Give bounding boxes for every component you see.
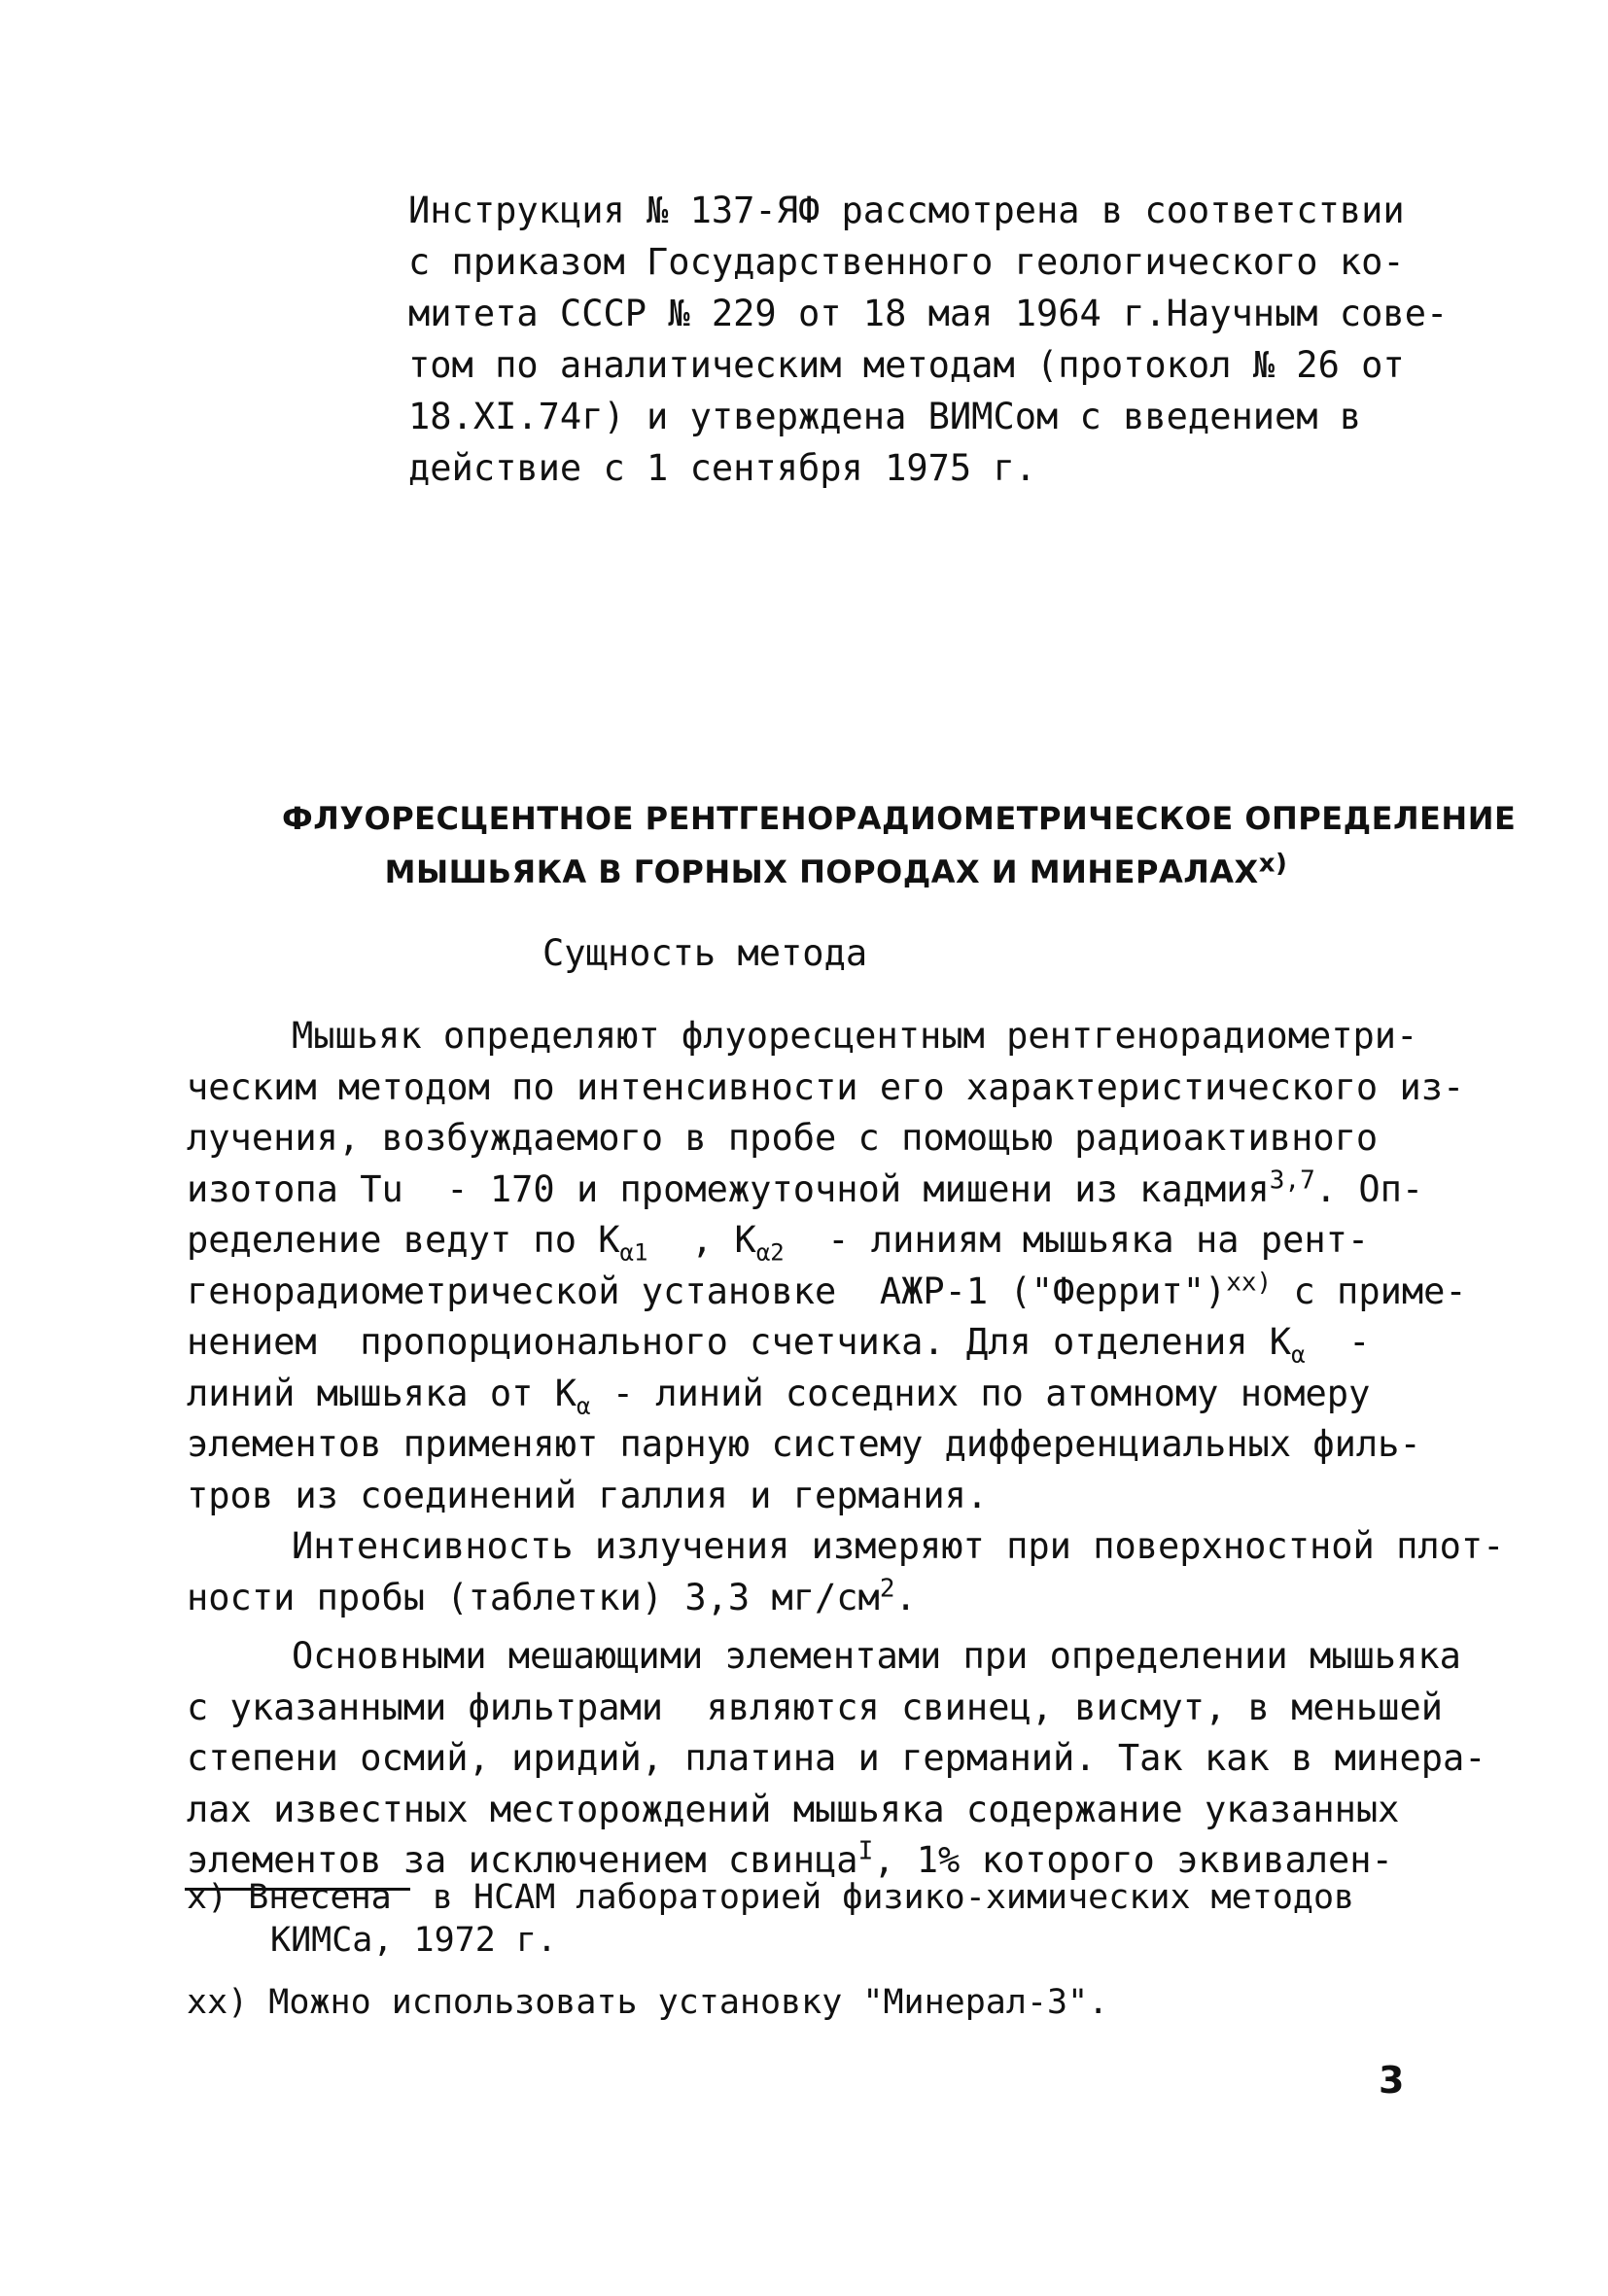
p1-line-8: линий мышьяка от $K_\alpha$ - линий соседних по атомному номеру [187,1372,1371,1419]
p3-line-1: Основными мешающими элементами при определении мышьяка [292,1635,1461,1677]
approval-line-5: 18.XI.74г) и утверждена ВИМСом с введением в [408,396,1362,437]
footnote-x-line-1: x) Внесена в НСАМ лабораторией физико-химических методов [187,1878,1355,1917]
p2-line-1: Интенсивность излучения измеряют при поверхностной плот- [292,1525,1505,1567]
p1-line-3: лучения, возбуждаемого в пробе с помощью радиоактивного [187,1117,1379,1159]
footnotes [187,1876,1451,2024]
p1-line-1: Мышьяк определяют флуоресцентным рентгенорадиометри- [292,1015,1418,1057]
page-number: 3 [1379,2059,1405,2102]
p3-line-5: элементов за исключением свинца$^I$, 1% которого эквивален- [187,1836,1393,1881]
p1-line-10: тров из соединений галлия и германия. [187,1474,989,1516]
title-footnote-mark: x) [1258,849,1288,879]
title-line-1: ФЛУОРЕСЦЕНТНОЕ РЕНТГЕНОРАДИОМЕТРИЧЕСКОЕ ОПРЕДЕЛЕНИЕ [282,800,1517,837]
p1-line-4: изотопа Tu - 170 и промежуточной мишени из кадмия$^{3,7}$. Оп- [187,1165,1424,1210]
section-heading: Сущность метода [542,932,868,974]
p1-line-2: ческим методом по интенсивности его характеристического из- [187,1065,1465,1108]
footnote-x-line-2: КИМСа, 1972 г. [270,1921,558,1960]
p1-line-6: генорадиометрической установке АЖР-1 ("Феррит")$^{xx)}$ с приме- [187,1268,1467,1312]
body-text [187,1011,1505,1887]
approval-line-2: с приказом Государственного геологического ко- [408,241,1405,283]
approval-line-1: Инструкция № 137-ЯФ рассмотрена в соответствии [408,190,1405,231]
p3-line-3: степени осмий, иридий, платина и германий. Так как в минера- [187,1737,1486,1779]
p1-line-9: элементов применяют парную систему дифференциальных филь- [187,1423,1421,1465]
footnote-xx: xx) Можно использовать установку "Минерал-3". [187,1983,1109,2022]
p1-line-5: ределение ведут по $K_{\alpha 1}$ , $K_{\alpha 2}$ - линиям мышьяка на рент- [187,1219,1370,1267]
p1-line-7: нением пропорционального счетчика. Для отделения $K_\alpha$ - [187,1321,1371,1369]
p2-line-2: ности пробы (таблетки) 3,3 $мг/см^2$. [187,1574,917,1618]
title-line-2: МЫШЬЯКА В ГОРНЫХ ПОРОДАХ И МИНЕРАЛАХ$^{x)}$ [384,849,1288,890]
p3-line-2: с указанными фильтрами являются свинец, висмут, в меньшей [187,1686,1444,1728]
p3-line-4: лах известных месторождений мышьяка содержание указанных [187,1788,1400,1830]
approval-line-4: том по аналитическим методам (протокол № 26 от [408,344,1405,386]
approval-line-6: действие с 1 сентября 1975 г. [408,447,1037,489]
document-title [282,792,1517,899]
approval-note [408,185,1449,494]
approval-line-3: митета СССР № 229 от 18 мая 1964 г.Научным сове- [408,293,1449,334]
